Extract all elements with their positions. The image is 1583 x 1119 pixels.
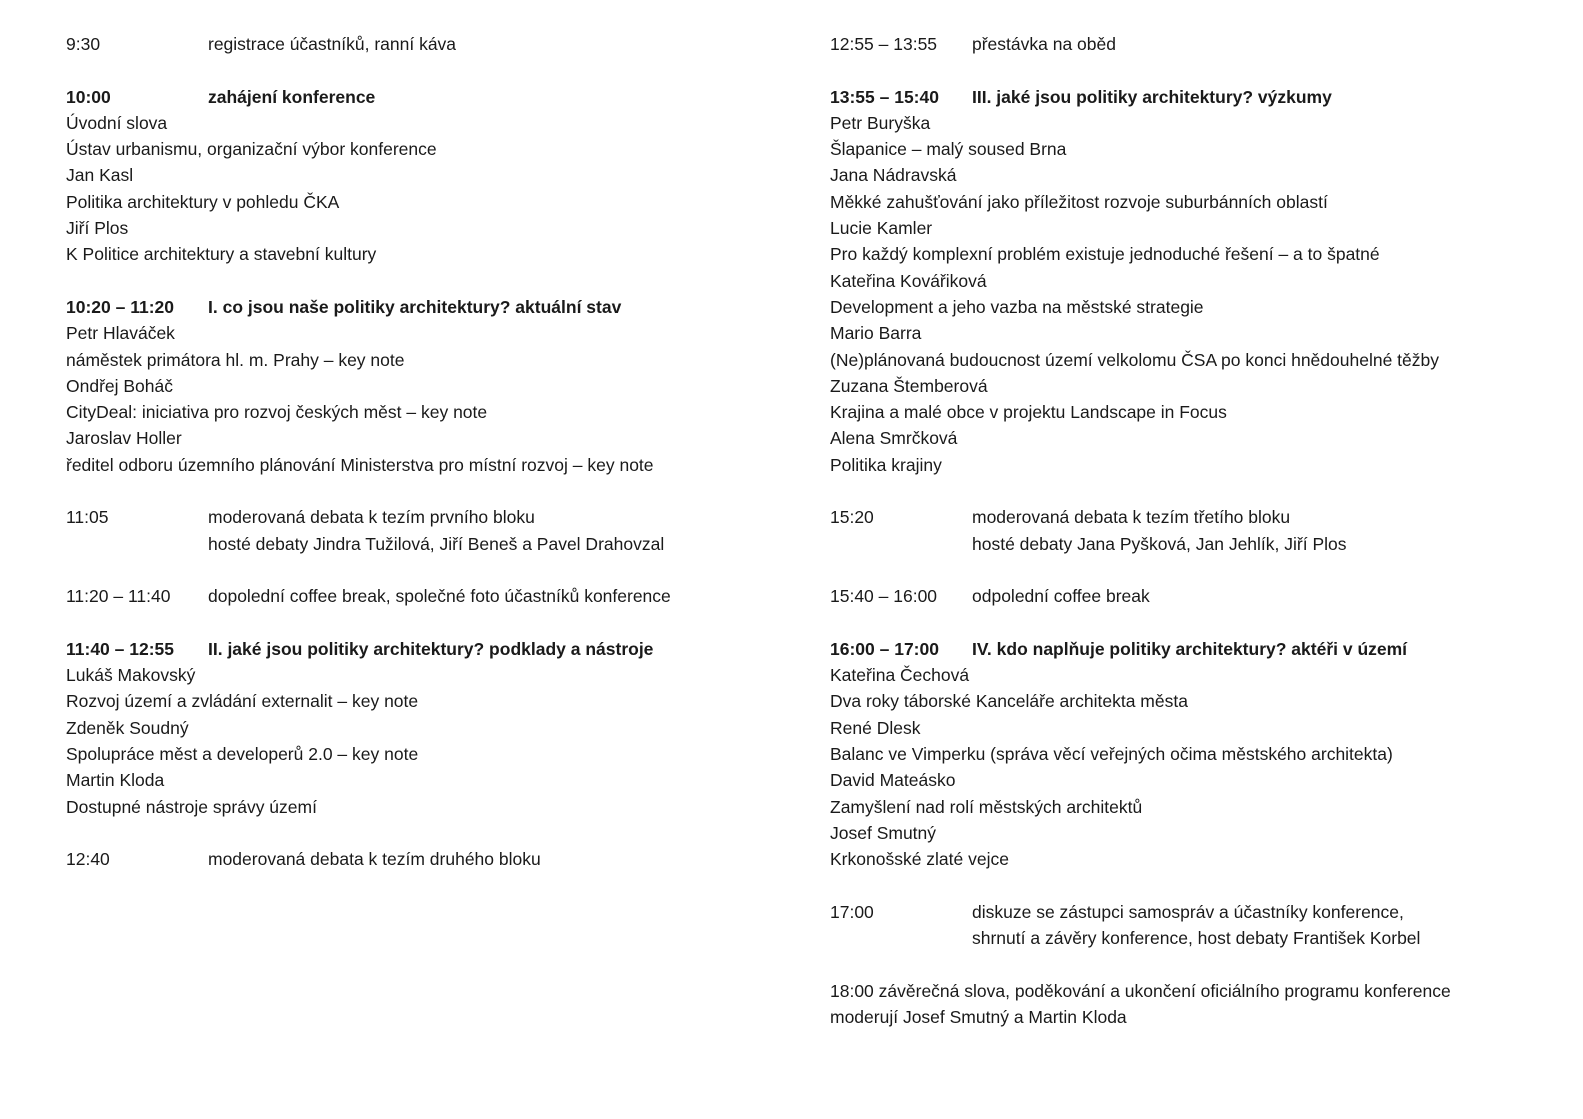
session-title: II. jaké jsou politiky architektury? podklady a nástroje bbox=[208, 638, 654, 659]
program-item: dopolední coffee break, společné foto účastníků konference bbox=[208, 586, 671, 607]
speaker-name: David Mateásko bbox=[830, 770, 956, 791]
right-column bbox=[830, 31, 1560, 1030]
talk-title: Balanc ve Vimperku (správa věcí veřejných očima městského architekta) bbox=[830, 744, 1393, 765]
time-label: 10:20 – 11:20 bbox=[66, 296, 175, 317]
speaker-name: Jan Kasl bbox=[66, 165, 134, 186]
discussion-guests: shrnutí a závěry konference, host debaty František Korbel bbox=[972, 928, 1421, 949]
program-item: moderovaná debata k tezím druhého bloku bbox=[208, 849, 541, 870]
block4-heading bbox=[830, 636, 1560, 662]
session-title: III. jaké jsou politiky architektury? výzkumy bbox=[972, 86, 1332, 107]
program-item: moderovaná debata k tezím třetího bloku bbox=[972, 507, 1291, 528]
debate-guests: hosté debaty Jindra Tužilová, Jiří Beneš a Pavel Drahovzal bbox=[208, 533, 665, 554]
speaker-name: Jaroslav Holler bbox=[66, 428, 182, 449]
speaker-name: Petr Hlaváček bbox=[66, 323, 175, 344]
closing-line: 18:00 závěrečná slova, poděkování a ukončení oficiálního programu konference bbox=[830, 980, 1451, 1001]
opening-heading bbox=[66, 84, 806, 110]
speaker-name: Ondřej Boháč bbox=[66, 375, 174, 396]
speaker-name: Zdeněk Soudný bbox=[66, 717, 189, 738]
time-label: 11:05 bbox=[66, 507, 109, 528]
time-label: 12:55 – 13:55 bbox=[830, 34, 938, 54]
discussion-row bbox=[830, 899, 1560, 925]
session-title: I. co jsou naše politiky architektury? aktuální stav bbox=[208, 296, 622, 317]
talk-title: Politika krajiny bbox=[830, 454, 942, 475]
block2-heading bbox=[66, 636, 806, 662]
time-label: 12:40 bbox=[66, 849, 110, 870]
speaker-name: Alena Smrčková bbox=[830, 428, 958, 449]
talk-title: náměstek primátora hl. m. Prahy – key note bbox=[66, 349, 405, 370]
debate3-row bbox=[830, 504, 1560, 530]
coffee2-row bbox=[830, 583, 1560, 609]
time-label: 15:20 bbox=[830, 507, 874, 528]
speaker-name: Petr Buryška bbox=[830, 112, 931, 133]
speaker-name: Mario Barra bbox=[830, 323, 922, 344]
speaker-name: Jana Nádravská bbox=[830, 165, 957, 186]
block1-heading bbox=[66, 294, 806, 320]
talk-title: Politika architektury v pohledu ČKA bbox=[66, 191, 340, 212]
talk-title: ředitel odboru územního plánování Ministerstva pro místní rozvoj – key note bbox=[66, 454, 654, 475]
speaker-name: Lucie Kamler bbox=[830, 218, 933, 239]
talk-title: Dva roky táborské Kanceláře architekta města bbox=[830, 691, 1188, 712]
time-label: 16:00 – 17:00 bbox=[830, 638, 939, 659]
speaker-name: Jiří Plos bbox=[66, 218, 129, 239]
speaker-name: Martin Kloda bbox=[66, 770, 165, 791]
talk-title: CityDeal: iniciativa pro rozvoj českých měst – key note bbox=[66, 402, 488, 423]
program-item: diskuze se zástupci samospráv a účastníky konference, bbox=[972, 901, 1404, 922]
debate1-row bbox=[66, 504, 806, 530]
talk-title: Development a jeho vazba na městské strategie bbox=[830, 296, 1204, 317]
left-column bbox=[66, 31, 806, 873]
talk-title: Krajina a malé obce v projektu Landscape in Focus bbox=[830, 402, 1227, 423]
time-label: 9:30 bbox=[66, 34, 101, 54]
time-label: 17:00 bbox=[830, 901, 874, 922]
speaker-name: Kateřina Kovářiková bbox=[830, 270, 987, 291]
closing-moderators: moderují Josef Smutný a Martin Kloda bbox=[830, 1006, 1127, 1027]
program-item: přestávka na oběd bbox=[972, 34, 1116, 54]
talk-title: Spolupráce měst a developerů 2.0 – key note bbox=[66, 744, 419, 765]
speaker-name: Lukáš Makovský bbox=[66, 665, 196, 686]
talk-title: Šlapanice – malý soused Brna bbox=[830, 139, 1067, 160]
debate-guests: hosté debaty Jana Pyšková, Jan Jehlík, Jiří Plos bbox=[972, 533, 1347, 554]
time-label: 11:20 – 11:40 bbox=[66, 586, 171, 607]
talk-title: Měkké zahušťování jako příležitost rozvoje suburbánních oblastí bbox=[830, 191, 1328, 212]
program-item: odpolední coffee break bbox=[972, 586, 1150, 607]
lunch-row bbox=[830, 31, 1560, 57]
talk-title: Pro každý komplexní problém existuje jednoduché řešení – a to špatné bbox=[830, 244, 1380, 265]
list-item: Úvodní slova bbox=[66, 112, 168, 133]
time-label: 11:40 – 12:55 bbox=[66, 638, 175, 659]
debate2-row bbox=[66, 846, 806, 872]
time-label: 10:00 bbox=[66, 86, 111, 107]
speaker-name: Josef Smutný bbox=[830, 822, 937, 843]
speaker-name: Kateřina Čechová bbox=[830, 665, 970, 686]
speaker-name: Zuzana Štemberová bbox=[830, 375, 988, 396]
program-item: moderovaná debata k tezím prvního bloku bbox=[208, 507, 535, 528]
talk-title: (Ne)plánovaná budoucnost území velkolomu ČSA po konci hnědouhelné těžby bbox=[830, 349, 1439, 370]
talk-title: Zamyšlení nad rolí městských architektů bbox=[830, 796, 1143, 817]
talk-title: Krkonošské zlaté vejce bbox=[830, 849, 1009, 870]
speaker-name: René Dlesk bbox=[830, 717, 921, 738]
time-label: 15:40 – 16:00 bbox=[830, 586, 938, 607]
session-title: IV. kdo naplňuje politiky architektury? aktéři v území bbox=[972, 638, 1408, 659]
registration-row bbox=[66, 31, 806, 57]
list-item: Ústav urbanismu, organizační výbor konference bbox=[66, 139, 437, 160]
time-label: 13:55 – 15:40 bbox=[830, 86, 939, 107]
talk-title: Rozvoj území a zvládání externalit – key note bbox=[66, 691, 419, 712]
talk-title: Dostupné nástroje správy území bbox=[66, 796, 317, 817]
coffee1-row bbox=[66, 583, 806, 609]
block3-heading bbox=[830, 84, 1560, 110]
session-title: zahájení konference bbox=[208, 86, 376, 107]
talk-title: K Politice architektury a stavební kultury bbox=[66, 244, 377, 265]
program-item: registrace účastníků, ranní káva bbox=[208, 34, 457, 54]
